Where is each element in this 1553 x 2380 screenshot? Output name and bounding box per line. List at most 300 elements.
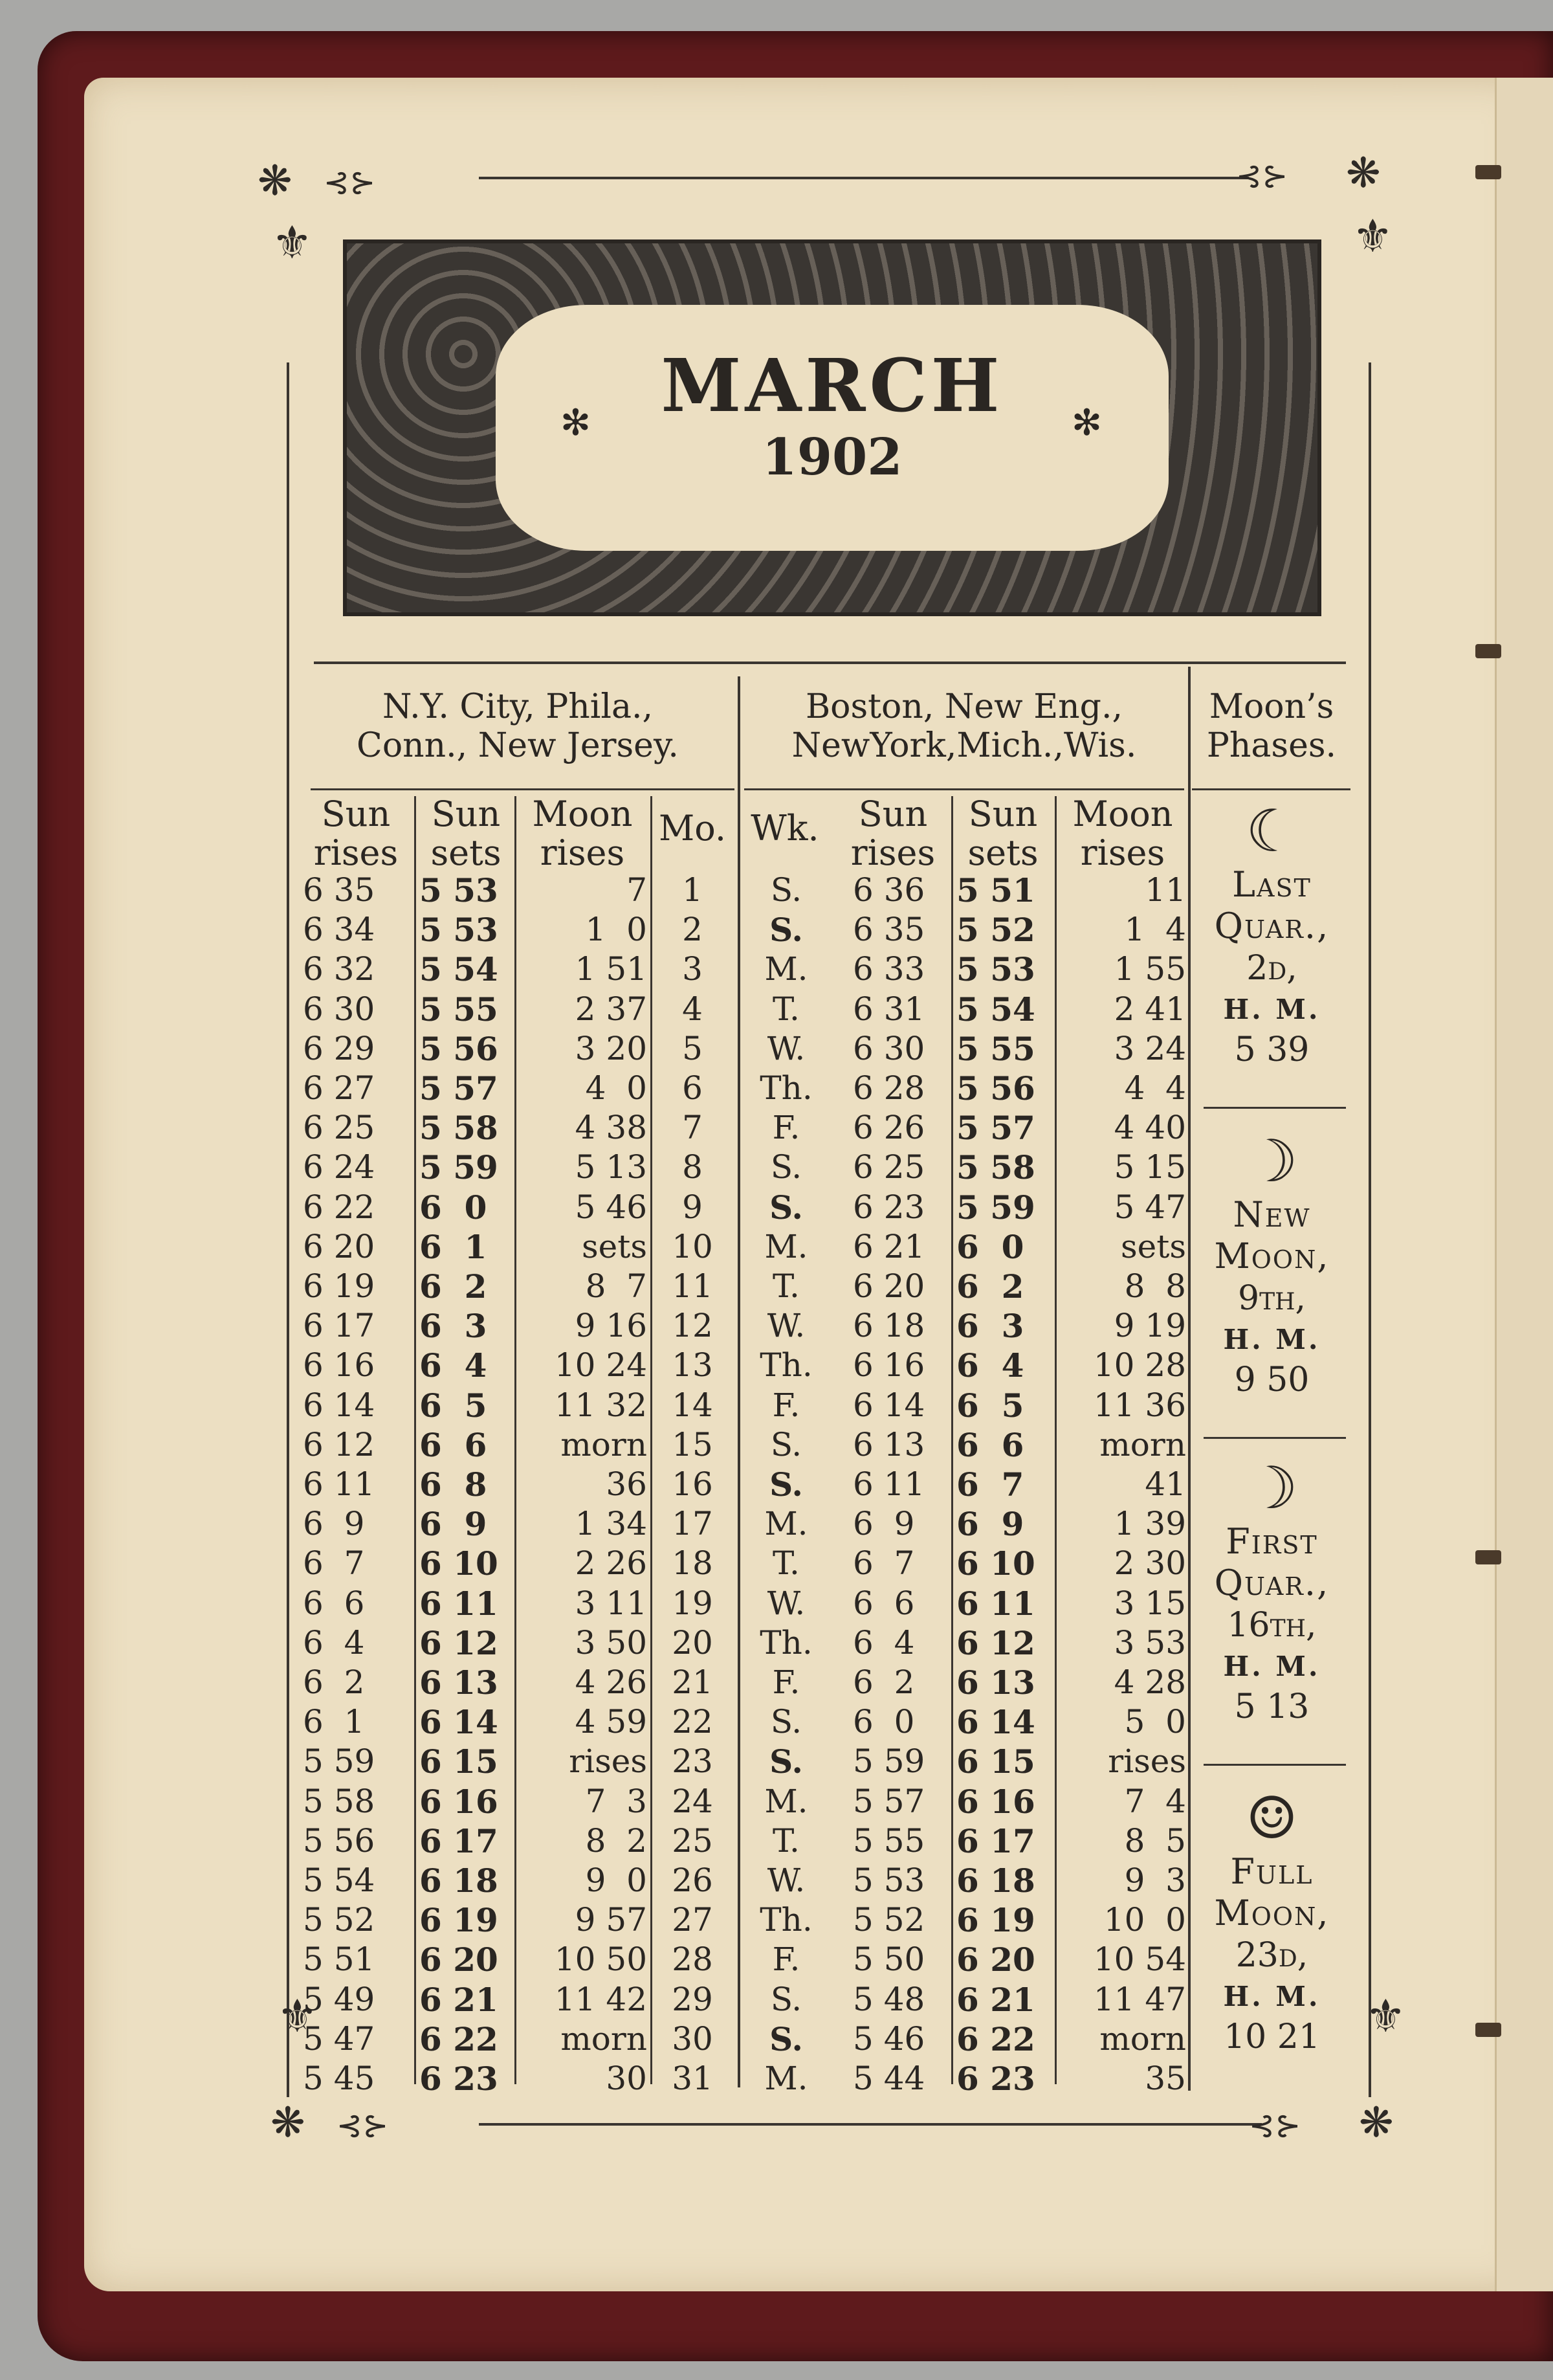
cell-b: 5 58	[419, 1109, 498, 1148]
star-icon: ✻	[560, 402, 591, 444]
cell-c: 30	[606, 2060, 647, 2097]
cell-w: W.	[767, 1307, 806, 1345]
cell-a: 6 9	[303, 1505, 365, 1543]
cell-a: 5 47	[303, 2019, 375, 2058]
col-label: Sun	[968, 794, 1038, 834]
moon-phase	[1189, 1456, 1354, 1727]
cell-d: 15	[672, 1425, 713, 1463]
phase-name: Quar.,	[1214, 906, 1330, 946]
cell-a: 6 17	[303, 1307, 375, 1345]
cell-e: 6 33	[853, 950, 925, 988]
cell-g: 41	[1145, 1465, 1186, 1503]
cell-f: 5 58	[956, 1148, 1035, 1187]
subheader-rule-right	[744, 788, 1184, 790]
col-sun-rises-left	[304, 795, 408, 873]
cell-f: 6 7	[956, 1465, 1024, 1504]
cell-c: morn	[560, 2019, 647, 2058]
cell-e: 6 36	[853, 871, 925, 909]
cell-g: 10 54	[1093, 1941, 1186, 1979]
cell-d: 6	[682, 1069, 703, 1107]
cell-f: 6 11	[956, 1584, 1035, 1623]
cell-g: 10 0	[1103, 1901, 1186, 1939]
cell-w: M.	[764, 1227, 808, 1265]
cell-c: sets	[581, 1227, 647, 1265]
cell-e: 6 6	[853, 1584, 915, 1622]
col-moon-rises-left	[518, 795, 647, 873]
cell-w: S.	[769, 1742, 803, 1781]
cell-w: S.	[769, 1465, 803, 1504]
phase-name: Last	[1232, 864, 1312, 905]
phase-time: 5 39	[1234, 1030, 1310, 1069]
cell-w: W.	[767, 1029, 806, 1067]
cell-f: 6 3	[956, 1307, 1024, 1346]
cell-c: 4 38	[575, 1109, 647, 1147]
cell-e: 6 11	[853, 1465, 925, 1503]
cell-f: 6 16	[956, 1782, 1035, 1821]
col-label: Moon	[532, 794, 633, 834]
cell-e: 6 16	[853, 1346, 925, 1385]
cell-a: 6 25	[303, 1109, 375, 1147]
cell-d: 29	[672, 1980, 713, 2018]
cell-c: 5 46	[575, 1188, 647, 1226]
cell-e: 6 35	[853, 911, 925, 949]
cell-c: 7	[626, 871, 647, 909]
cell-c: 8 2	[585, 1821, 647, 1860]
moon-phase	[1189, 1786, 1354, 2057]
cell-f: 6 21	[956, 1980, 1035, 2019]
cell-e: 6 4	[853, 1623, 915, 1662]
cell-e: 6 18	[853, 1307, 925, 1345]
cell-f: 5 55	[956, 1029, 1035, 1068]
cell-d: 14	[672, 1386, 713, 1424]
cell-c: 1 51	[575, 950, 647, 988]
cell-b: 6 3	[419, 1307, 487, 1346]
cell-e: 6 13	[853, 1425, 925, 1463]
cell-b: 5 53	[419, 871, 498, 909]
cell-f: 6 18	[956, 1862, 1035, 1900]
cell-e: 6 14	[853, 1386, 925, 1424]
phase-hm-label: H. M.	[1223, 994, 1321, 1025]
phase-hm-label: H. M.	[1223, 1981, 1321, 2012]
subheader-rule-phases	[1192, 788, 1350, 790]
cell-b: 5 57	[419, 1069, 498, 1107]
cell-c: 4 59	[575, 1703, 647, 1741]
cell-a: 6 12	[303, 1425, 375, 1463]
cell-a: 5 59	[303, 1742, 375, 1781]
table-row	[0, 2059, 1553, 2098]
cell-b: 6 2	[419, 1267, 487, 1306]
col-label: rises	[1080, 832, 1165, 873]
cell-e: 6 28	[853, 1069, 925, 1107]
cell-b: 6 20	[419, 1941, 498, 1979]
cell-b: 6 15	[419, 1742, 498, 1781]
col-label: sets	[430, 832, 501, 873]
cell-e: 6 20	[853, 1267, 925, 1305]
cell-w: M.	[764, 2060, 808, 2097]
cell-c: 11 32	[554, 1386, 647, 1424]
cell-d: 17	[672, 1505, 713, 1543]
cell-c: 2 37	[575, 990, 647, 1028]
cell-b: 6 5	[419, 1386, 487, 1425]
phase-name: Moon,	[1214, 1236, 1330, 1276]
cell-w: T.	[773, 1544, 800, 1583]
cell-c: 11 42	[554, 1980, 647, 2018]
col-label: Sun	[321, 794, 391, 834]
corner-ornament-icon: ❋	[258, 157, 292, 205]
moon-phase-icon: ☺	[1246, 1785, 1298, 1852]
cell-e: 6 21	[853, 1227, 925, 1265]
cell-d: 5	[682, 1029, 703, 1067]
phase-name: Moon,	[1214, 1893, 1330, 1933]
phase-day: 16th,	[1227, 1606, 1317, 1645]
cell-g: 1 39	[1114, 1505, 1186, 1543]
cell-d: 7	[682, 1109, 703, 1147]
cell-a: 6 22	[303, 1188, 375, 1226]
cell-a: 5 52	[303, 1901, 375, 1939]
cell-g: 7 4	[1124, 1782, 1186, 1820]
cell-c: rises	[569, 1742, 647, 1781]
phase-hm-label: H. M.	[1223, 1324, 1321, 1355]
cell-g: 8 5	[1124, 1821, 1186, 1860]
cell-w: Th.	[760, 1069, 813, 1107]
cell-a: 6 4	[303, 1623, 365, 1662]
cell-c: 36	[606, 1465, 647, 1503]
cell-b: 6 19	[419, 1901, 498, 1940]
cell-g: 4 4	[1124, 1069, 1186, 1107]
col-sun-sets-right	[958, 795, 1048, 873]
cell-b: 6 14	[419, 1703, 498, 1742]
cell-c: 4 26	[575, 1663, 647, 1701]
cell-a: 6 16	[303, 1346, 375, 1385]
vertical-ornament-icon: ⚜	[272, 216, 313, 269]
cell-f: 5 51	[956, 871, 1035, 909]
scroll-ornament-icon: ⊰⊱	[1249, 2108, 1301, 2144]
cell-c: 9 16	[575, 1307, 647, 1345]
cell-b: 6 17	[419, 1821, 498, 1860]
cell-f: 6 12	[956, 1623, 1035, 1662]
cell-w: T.	[773, 990, 800, 1028]
cell-a: 5 56	[303, 1821, 375, 1860]
vertical-ornament-icon: ⚜	[1365, 1990, 1406, 2043]
cell-c: 7 3	[585, 1782, 647, 1820]
col-label: Moon	[1072, 794, 1173, 834]
phases-header-line1: Moon’s	[1209, 687, 1334, 726]
table-row	[0, 1742, 1553, 1781]
cell-d: 16	[672, 1465, 713, 1503]
phase-name: Full	[1230, 1851, 1314, 1892]
cell-e: 5 53	[853, 1862, 925, 1899]
cell-g: 9 3	[1124, 1862, 1186, 1899]
region-right-line1: Boston, New Eng.,	[805, 687, 1123, 726]
cell-w: Th.	[760, 1346, 813, 1385]
phase-day: 23d,	[1235, 1936, 1308, 1975]
cell-w: S.	[769, 1188, 803, 1227]
cell-g: morn	[1099, 1425, 1186, 1463]
cell-e: 6 7	[853, 1544, 915, 1583]
moon-phase	[1189, 1129, 1354, 1400]
cell-f: 6 19	[956, 1901, 1035, 1940]
cell-w: S.	[770, 1148, 802, 1186]
phase-hm-label: H. M.	[1223, 1651, 1321, 1682]
title-cartouche	[343, 239, 1321, 616]
cell-f: 6 15	[956, 1742, 1035, 1781]
cell-e: 5 57	[853, 1782, 925, 1820]
cell-e: 5 46	[853, 2019, 925, 2058]
cell-w: S.	[769, 2019, 803, 2058]
cell-g: 5 15	[1114, 1148, 1186, 1186]
cell-d: 26	[672, 1862, 713, 1899]
cell-a: 6 1	[303, 1703, 365, 1741]
cell-w: M.	[764, 950, 808, 988]
cell-w: F.	[772, 1941, 800, 1979]
moon-phase	[1189, 799, 1354, 1070]
cell-e: 6 30	[853, 1029, 925, 1067]
phase-day: 9th,	[1237, 1279, 1306, 1318]
cell-f: 6 23	[956, 2060, 1035, 2098]
cell-g: 11 47	[1093, 1980, 1186, 2018]
cell-d: 10	[672, 1227, 713, 1265]
phase-name: New	[1233, 1194, 1311, 1235]
phase-name: First	[1226, 1521, 1318, 1562]
cell-a: 6 30	[303, 990, 375, 1028]
col-weekday: Wk.	[751, 808, 819, 849]
col-sun-sets-left	[421, 795, 511, 873]
phase-time: 5 13	[1234, 1687, 1310, 1726]
cell-c: 10 50	[554, 1941, 647, 1979]
col-label: sets	[967, 832, 1039, 873]
phase-name: Quar.,	[1214, 1563, 1330, 1603]
vertical-ornament-icon: ⚜	[277, 1990, 318, 2043]
region-header-left	[304, 687, 731, 765]
cell-e: 6 23	[853, 1188, 925, 1226]
binding-clasp	[1475, 644, 1501, 658]
col-sun-rises-right	[841, 795, 945, 873]
cell-b: 6 16	[419, 1782, 498, 1821]
cell-e: 6 2	[853, 1663, 915, 1701]
cell-f: 6 22	[956, 2019, 1035, 2058]
cell-c: 9 57	[575, 1901, 647, 1939]
phase-divider	[1204, 1437, 1346, 1439]
region-left-line2: Conn., New Jersey.	[357, 726, 679, 765]
cell-w: F.	[772, 1386, 800, 1424]
cell-e: 6 26	[853, 1109, 925, 1147]
cell-d: 21	[672, 1663, 713, 1701]
corner-ornament-icon: ❋	[270, 2099, 305, 2147]
cell-f: 5 54	[956, 990, 1035, 1029]
cell-b: 5 56	[419, 1029, 498, 1068]
cell-f: 5 59	[956, 1188, 1035, 1227]
cell-a: 6 27	[303, 1069, 375, 1107]
cell-c: 2 26	[575, 1544, 647, 1583]
cell-d: 25	[672, 1821, 713, 1860]
header-top-rule	[314, 662, 1346, 664]
cell-w: S.	[770, 871, 802, 909]
scroll-ornament-icon: ⊰⊱	[1236, 158, 1288, 194]
cell-f: 6 20	[956, 1941, 1035, 1979]
cell-c: 3 50	[575, 1623, 647, 1662]
moon-phase-icon: ☽	[1246, 1454, 1298, 1522]
cell-b: 5 59	[419, 1148, 498, 1187]
cell-w: W.	[767, 1862, 806, 1899]
cell-b: 6 8	[419, 1465, 487, 1504]
cell-d: 18	[672, 1544, 713, 1583]
cell-d: 28	[672, 1941, 713, 1979]
month-title: MARCH	[661, 344, 1004, 428]
cell-d: 4	[682, 990, 703, 1028]
cell-g: 3 15	[1114, 1584, 1186, 1622]
cell-a: 6 14	[303, 1386, 375, 1424]
cell-b: 6 4	[419, 1346, 487, 1385]
col-label: rises	[540, 832, 625, 873]
cell-g: 35	[1145, 2060, 1186, 2097]
cell-g: 4 40	[1114, 1109, 1186, 1147]
cell-d: 2	[682, 911, 703, 949]
cell-e: 6 0	[853, 1703, 915, 1741]
cell-g: 5 0	[1124, 1703, 1186, 1741]
cell-d: 11	[672, 1267, 713, 1305]
scroll-ornament-icon: ⊰⊱	[336, 2108, 389, 2144]
moon-phase-icon: ☽	[1246, 1128, 1298, 1196]
cell-e: 6 31	[853, 990, 925, 1028]
cell-d: 12	[672, 1307, 713, 1345]
cell-b: 6 21	[419, 1980, 498, 2019]
cell-g: 8 8	[1124, 1267, 1186, 1305]
cell-e: 6 25	[853, 1148, 925, 1186]
cell-b: 6 11	[419, 1584, 498, 1623]
cell-a: 6 19	[303, 1267, 375, 1305]
cell-b: 6 12	[419, 1623, 498, 1662]
cell-g: 3 53	[1114, 1623, 1186, 1662]
cell-b: 5 53	[419, 911, 498, 950]
cell-a: 6 34	[303, 911, 375, 949]
year-title: 1902	[762, 428, 903, 487]
col-label: rises	[850, 832, 936, 873]
cell-w: M.	[764, 1782, 808, 1820]
moon-phase-icon: ☾	[1246, 797, 1298, 865]
cell-e: 5 52	[853, 1901, 925, 1939]
cell-c: 3 20	[575, 1029, 647, 1067]
cell-a: 5 45	[303, 2060, 375, 2097]
cell-e: 6 9	[853, 1505, 915, 1543]
cell-a: 6 35	[303, 871, 375, 909]
region-header-right	[744, 687, 1184, 765]
cell-b: 6 23	[419, 2060, 498, 2098]
cell-f: 6 2	[956, 1267, 1024, 1306]
region-left-line1: N.Y. City, Phila.,	[382, 687, 654, 726]
cell-b: 6 10	[419, 1544, 498, 1583]
cell-w: F.	[772, 1109, 800, 1147]
cell-a: 6 20	[303, 1227, 375, 1265]
cell-a: 5 58	[303, 1782, 375, 1820]
cell-e: 5 48	[853, 1980, 925, 2018]
cell-c: 3 11	[575, 1584, 647, 1622]
cell-w: S.	[769, 911, 803, 950]
cell-g: 5 47	[1114, 1188, 1186, 1226]
cell-d: 23	[672, 1742, 713, 1781]
cell-d: 8	[682, 1148, 703, 1186]
cell-f: 6 6	[956, 1425, 1024, 1464]
cell-e: 5 59	[853, 1742, 925, 1781]
cell-b: 6 18	[419, 1862, 498, 1900]
cell-c: 1 0	[585, 911, 647, 949]
cell-d: 22	[672, 1703, 713, 1741]
cell-w: F.	[772, 1663, 800, 1701]
cell-a: 6 24	[303, 1148, 375, 1186]
cell-a: 6 7	[303, 1544, 365, 1583]
cell-g: 10 28	[1093, 1346, 1186, 1385]
cell-b: 6 0	[419, 1188, 487, 1227]
phase-divider	[1204, 1107, 1346, 1109]
phase-time: 10 21	[1224, 2018, 1320, 2056]
cell-b: 6 6	[419, 1425, 487, 1464]
cell-b: 5 54	[419, 950, 498, 989]
cell-g: 1 4	[1124, 911, 1186, 949]
cell-f: 6 5	[956, 1386, 1024, 1425]
phase-divider	[1204, 1764, 1346, 1766]
col-moon-rises-right	[1058, 795, 1187, 873]
cell-f: 6 14	[956, 1703, 1035, 1742]
cell-d: 27	[672, 1901, 713, 1939]
cell-f: 6 0	[956, 1227, 1024, 1266]
cell-f: 6 4	[956, 1346, 1024, 1385]
cell-f: 6 17	[956, 1821, 1035, 1860]
cell-d: 30	[672, 2019, 713, 2058]
cell-c: 5 13	[575, 1148, 647, 1186]
cell-d: 31	[672, 2060, 713, 2097]
cell-c: 8 7	[585, 1267, 647, 1305]
cell-g: 11	[1145, 871, 1186, 909]
vertical-ornament-icon: ⚜	[1352, 210, 1393, 263]
cell-f: 6 10	[956, 1544, 1035, 1583]
cell-w: Th.	[760, 1623, 813, 1662]
phase-day: 2d,	[1246, 949, 1297, 988]
cell-b: 6 13	[419, 1663, 498, 1702]
cell-a: 5 51	[303, 1941, 375, 1979]
cell-g: 3 24	[1114, 1029, 1186, 1067]
star-icon: ✻	[1072, 402, 1102, 444]
subheader-rule-left	[311, 788, 734, 790]
cell-f: 6 13	[956, 1663, 1035, 1702]
cell-d: 24	[672, 1782, 713, 1820]
cell-e: 5 44	[853, 2060, 925, 2097]
table-row	[0, 1069, 1553, 1108]
cell-w: S.	[770, 1425, 802, 1463]
cell-f: 6 9	[956, 1505, 1024, 1544]
col-label: rises	[313, 832, 399, 873]
binding-clasp	[1475, 165, 1501, 179]
cell-d: 9	[682, 1188, 703, 1226]
cell-c: 10 24	[554, 1346, 647, 1385]
cell-c: 4 0	[585, 1069, 647, 1107]
corner-ornament-icon: ❋	[1359, 2099, 1394, 2147]
cell-w: S.	[770, 1980, 802, 2018]
cell-w: Th.	[760, 1901, 813, 1939]
cell-g: 4 28	[1114, 1663, 1186, 1701]
cell-d: 1	[682, 871, 703, 909]
corner-ornament-icon: ❋	[1346, 150, 1381, 197]
cell-c: 9 0	[585, 1862, 647, 1899]
cell-g: 1 55	[1114, 950, 1186, 988]
cell-c: morn	[560, 1425, 647, 1463]
col-month-day: Mo.	[658, 808, 727, 849]
frame-top-rule	[479, 177, 1249, 179]
cell-b: 5 55	[419, 990, 498, 1029]
cell-d: 13	[672, 1346, 713, 1385]
cell-d: 19	[672, 1584, 713, 1622]
frame-bottom-rule	[479, 2123, 1262, 2126]
cell-a: 6 6	[303, 1584, 365, 1622]
cell-g: 2 41	[1114, 990, 1186, 1028]
